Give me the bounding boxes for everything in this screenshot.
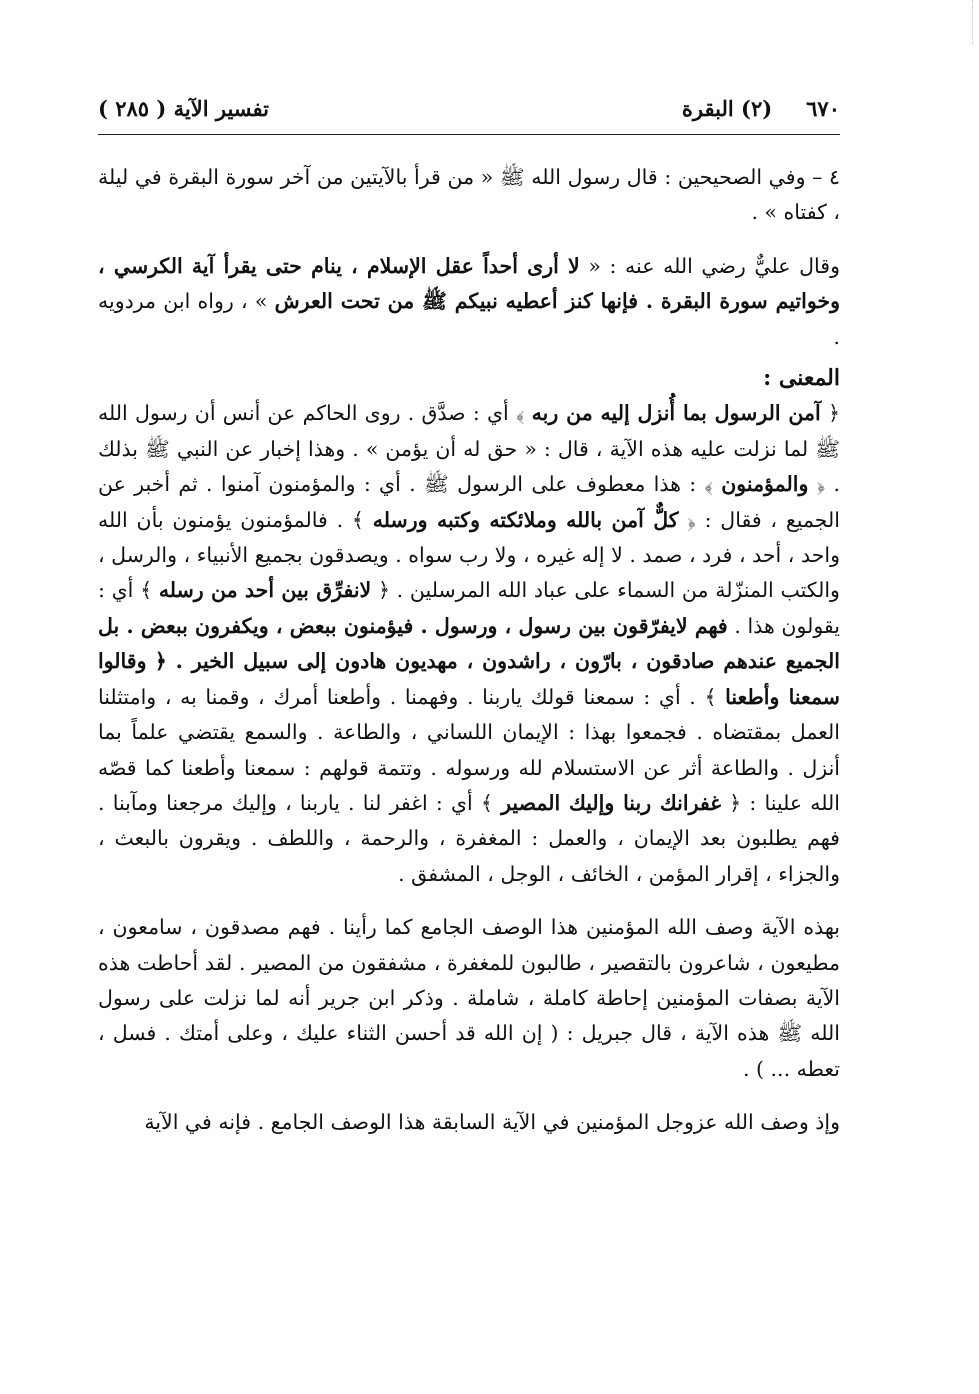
running-header	[98, 88, 840, 128]
paragraph-meaning	[98, 396, 840, 892]
page-body	[98, 160, 840, 1141]
page-edge-mark	[970, 0, 973, 44]
verse-quote-6: غفرانك ربنا وإليك المصير	[501, 790, 721, 815]
verse-quote-1: آمن الرسول بما أُنزل إليه من ربه	[531, 401, 821, 426]
verse-quote-2: والمؤمنون	[721, 472, 809, 497]
meaning-text-2: ﴾ : هذا معطوف على الرسول ﷺ . أي : والمؤمنون آمنوا . ثم أخبر عن الجميع ، فقال : ﴿	[98, 472, 840, 532]
paragraph-summary: بهذه الآية وصف الله المؤمنين هذا الوصف الجامع كما رأينا . فهم مصدقون ، سامعون ، مطيعون ، شاعرون بالتقصير ، طالبون للمغفرة ، مشفقون من المصير . لقد أحاطت هذه الآية بصفات المؤمنين إحاطة كاملة ، شاملة . وذكر ابن جرير أنه لما نزلت على رسول الله ﷺ هذه الآية ، قال جبريل : ( إن الله قد أحسن الثناء عليك ، وعلى أمتك . فسل ، تعطه ... ) .	[98, 915, 840, 1081]
meaning-text-6: ﴾ أي : اغفر لنا . ياربنا ، وإليك مرجعنا ومآبنا . فهم يطلبون بعد الإيمان ، والعمل : المغفرة ، والرحمة ، واللطف . ويقرون بالبعث ، والجزاء ، إقرار المؤمن ، الخائف ، الوجل ، المشفق .	[98, 790, 840, 886]
surah-label: (٢) البقرة	[681, 95, 773, 121]
verse-quote-3: كلٌّ آمن بالله وملائكته وكتبه ورسله	[372, 507, 679, 532]
header-right-group	[682, 96, 840, 121]
meaning-text-5: ﴾ . أي : سمعنا قولك ياربنا . وفهمنا . وأطعنا أمرك ، وقمنا به ، وامتثلنا العمل بمقتضاه . فجمعوا بهذا : الإيمان اللساني ، والطاعة . والسمع يقتضي علماً بما أنزل . والطاعة أثر عن الاستسلام لله ورسوله . وتتمة قولهم : سمعنا وأطعنا كما قصّه الله علينا : ﴿	[98, 684, 840, 815]
bracket-open: ﴿	[827, 401, 840, 426]
paragraph-ali-quote	[98, 249, 840, 355]
page-number: ٦٧٠	[806, 95, 840, 121]
meaning-text-1: ﴾ أي : صدَّق . روى الحاكم عن أنس أن رسول الله ﷺ لما نزلت عليه هذه الآية ، قال : « حق له أن يؤمن » . وهذا إخبار عن النبي ﷺ بذلك . ﴿	[98, 401, 840, 497]
ali-quote-source: » ، رواه ابن مردويه .	[98, 289, 840, 349]
meaning-text-3: ﴾ . فالمؤمنون يؤمنون بأن الله واحد ، أحد ، فرد ، صمد . لا إله غيره ، ولا رب سواه . ويصدقون بجميع الأنبياء ، والرسل ، والكتب المنزّلة من السماء على عباد الله المرسلين . ﴿	[98, 507, 840, 603]
ali-quote-lead: وقال عليٌّ رضي الله عنه : «	[588, 253, 840, 278]
section-heading-meaning: المعنى :	[763, 365, 840, 392]
ali-quote-text: لا أرى أحداً عقل الإسلام ، ينام حتى يقرأ آية الكرسي ، وخواتيم سورة البقرة . فإنها كنز أعطيه نبيكم ﷺ من تحت العرش	[98, 253, 840, 314]
paragraph-continuation: وإذ وصف الله عزوجل المؤمنين في الآية السابقة هذا الوصف الجامع . فإنه في الآية	[144, 1110, 840, 1135]
meaning-emphasis: فهم لايفرّقون بين رسول ، ورسول . فيؤمنون ببعض ، ويكفرون ببعض . بل الجميع عندهم صادقون ، بارّون ، راشدون ، مهديون هادون إلى سبيل الخير . ﴿	[98, 613, 840, 674]
verse-quote-5: وقالوا سمعنا وأطعنا	[98, 649, 840, 709]
meaning-text-4: ﴾ أي : يقولون هذا .	[98, 578, 840, 638]
paragraph-hadith-sahihain: ٤ – وفي الصحيحين : قال رسول الله ﷺ « من قرأ بالآيتين من آخر سورة البقرة في ليلة ، كفتاه » .	[98, 165, 840, 225]
section-label: تفسير الآية ( ٢٨٥ )	[98, 95, 270, 121]
header-rule	[98, 134, 840, 135]
verse-quote-4: لانفرِّق بين أحد من رسله	[158, 578, 372, 603]
